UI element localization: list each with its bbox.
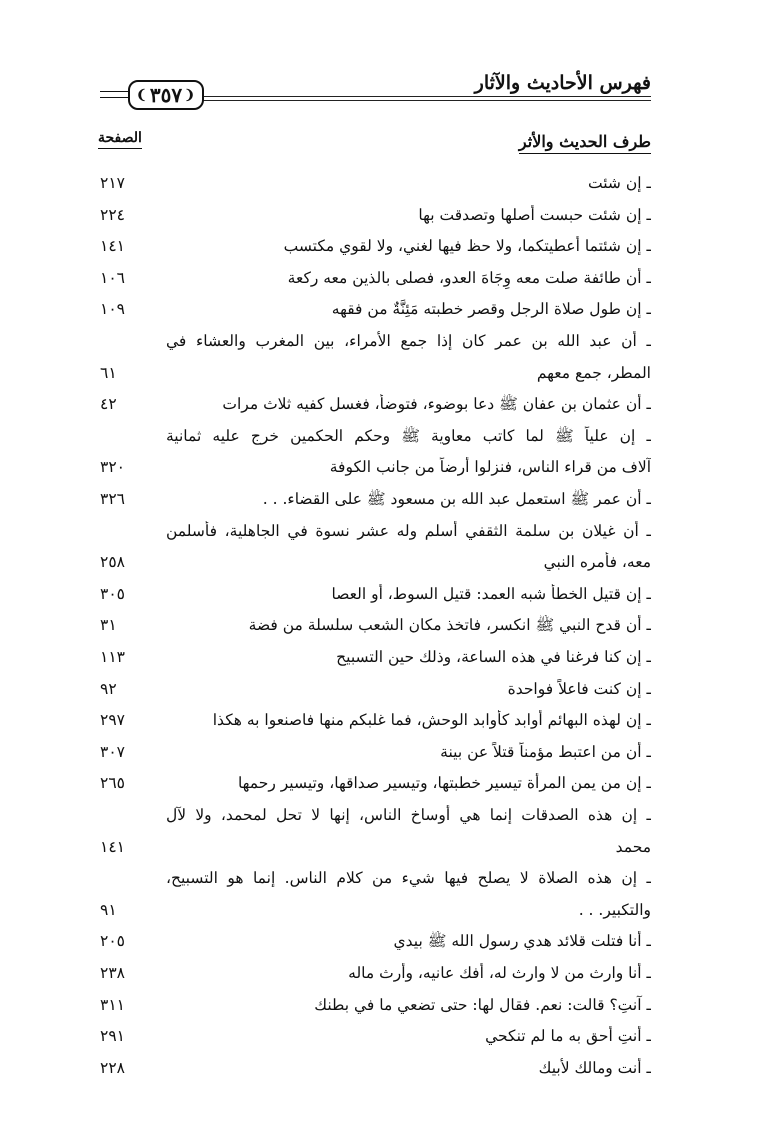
entry-text: ـ أن عثمان بن عفان ﷺ دعا بوضوء، فتوضأ، فغسل كفيه ثلاث مرات <box>222 395 651 414</box>
entry-text: ـ أن عبد الله بن عمر كان إذا جمع الأمراء، بين المغرب والعشاء في <box>166 332 651 350</box>
entry-page-number: ٤٢ <box>100 395 117 414</box>
entry-text-continuation: والتكبير. . . <box>578 900 651 919</box>
entry-text: ـ إن شئت حبست أصلها وتصدقت بها <box>418 205 651 224</box>
entry-page-number: ٣٠٥ <box>100 584 125 603</box>
entry-text: ـ أن غيلان بن سلمة الثقفي أسلم وله عشر نسوة في الجاهلية، فأسلمن <box>166 521 651 540</box>
entry-text: ـ أنتِ أحق به ما لم تنكحي <box>485 1027 651 1046</box>
entry-text: ـ إن علياً ﷺ لما كاتب معاوية ﷺ وحكم الحكمين خرج عليه ثمانية <box>166 426 651 445</box>
entry-text: ـ إن شئت <box>588 174 651 192</box>
entry-page-number: ٢٩١ <box>100 1027 125 1046</box>
entry-text: ـ إن هذه الصلاة لا يصلح فيها شيء من كلام الناس. إنما هو التسبيح، <box>166 869 651 888</box>
entry-page-number: ١٤١ <box>100 837 125 856</box>
entry-page-number: ٣٠٧ <box>100 742 125 761</box>
entry-text-continuation: آلاف من قراء الناس، فنزلوا أرضاً من جانب الكوفة <box>329 458 651 477</box>
entry-text-continuation: محمد <box>615 837 651 856</box>
column-header-page: الصفحة <box>98 130 142 149</box>
entry-page-number: ٢٩٧ <box>100 711 125 730</box>
entry-text: ـ آنتِ؟ قالت: نعم. فقال لها: حتى تضعي ما في بطنك <box>314 995 651 1014</box>
page-number: ٣٥٧ <box>149 83 183 107</box>
entry-page-number: ٢١٧ <box>100 174 125 192</box>
entry-text: ـ أن قدح النبي ﷺ انكسر، فاتخذ مكان الشعب سلسلة من فضة <box>248 616 651 635</box>
entry-text: ـ أن من اعتبط مؤمناً قتلاً عن بينة <box>440 742 651 761</box>
entry-page-number: ٢٦٥ <box>100 774 125 793</box>
entry-page-number: ٢٥٨ <box>100 553 125 572</box>
entry-text-continuation: معه، فأمره النبي <box>543 553 651 572</box>
entry-page-number: ١٠٩ <box>100 300 125 319</box>
ornament-icon: ❨ <box>135 87 148 103</box>
entry-text: ـ إن قتيل الخطأ شبه العمد: قتيل السوط، أو العصا <box>331 584 651 603</box>
entry-text: ـ أن طائفة صلت معه وِجَاهَ العدو، فصلى بالذين معه ركعة <box>287 268 651 287</box>
entry-page-number: ١٤١ <box>100 237 125 256</box>
entry-text: ـ أنت ومالك لأبيك <box>538 1058 651 1077</box>
entry-page-number: ٢٢٨ <box>100 1058 125 1077</box>
entry-page-number: ٢٠٥ <box>100 932 125 951</box>
entry-text: ـ إن شئتما أعطيتكما، ولا حظ فيها لغني، ولا لقوي مكتسب <box>283 237 651 256</box>
entry-text: ـ إن طول صلاة الرجل وقصر خطبته مَئِنَّةٌ من فقهه <box>331 300 651 319</box>
entry-page-number: ٣٢٦ <box>100 490 125 508</box>
entry-text: ـ أنا وارث من لا وارث له، أفك عانيه، وأرث ماله <box>348 964 651 982</box>
entry-page-number: ٩٢ <box>100 679 117 698</box>
entry-text: ـ إن هذه الصدقات إنما هي أوساخ الناس، إنها لا تحل لمحمد، ولا لآل <box>166 806 651 824</box>
column-header-hadith: طرف الحديث والأثر <box>519 132 651 154</box>
entry-page-number: ٦١ <box>100 363 117 382</box>
entry-text: ـ أن عمر ﷺ استعمل عبد الله بن مسعود ﷺ على القضاء. . . <box>262 490 651 508</box>
entry-text-continuation: المطر، جمع معهم <box>536 363 651 382</box>
entry-page-number: ١٠٦ <box>100 268 125 287</box>
ornament-icon: ❩ <box>184 87 197 103</box>
entry-page-number: ١١٣ <box>100 648 125 666</box>
entry-page-number: ٢٢٤ <box>100 205 125 224</box>
entry-page-number: ٣١١ <box>100 995 125 1014</box>
entry-page-number: ٣١ <box>100 616 117 635</box>
running-header-title: فهرس الأحاديث والآثار <box>474 72 651 94</box>
entry-text: ـ إن كنت فاعلاً فواحدة <box>507 679 651 698</box>
entry-text: ـ إن من يمن المرأة تيسير خطبتها، وتيسير صداقها، وتيسير رحمها <box>237 774 651 793</box>
entry-text: ـ أنا فتلت قلائد هدي رسول الله ﷺ بيدي <box>393 932 651 951</box>
entry-page-number: ٣٢٠ <box>100 458 125 477</box>
entry-page-number: ٩١ <box>100 900 117 919</box>
entry-page-number: ٢٣٨ <box>100 964 125 982</box>
entry-text: ـ إن كنا فرغنا في هذه الساعة، وذلك حين التسبيح <box>336 648 651 666</box>
entry-text: ـ إن لهذه البهائم أوابد كأوابد الوحش، فما غلبكم منها فاصنعوا به هكذا <box>212 711 651 730</box>
